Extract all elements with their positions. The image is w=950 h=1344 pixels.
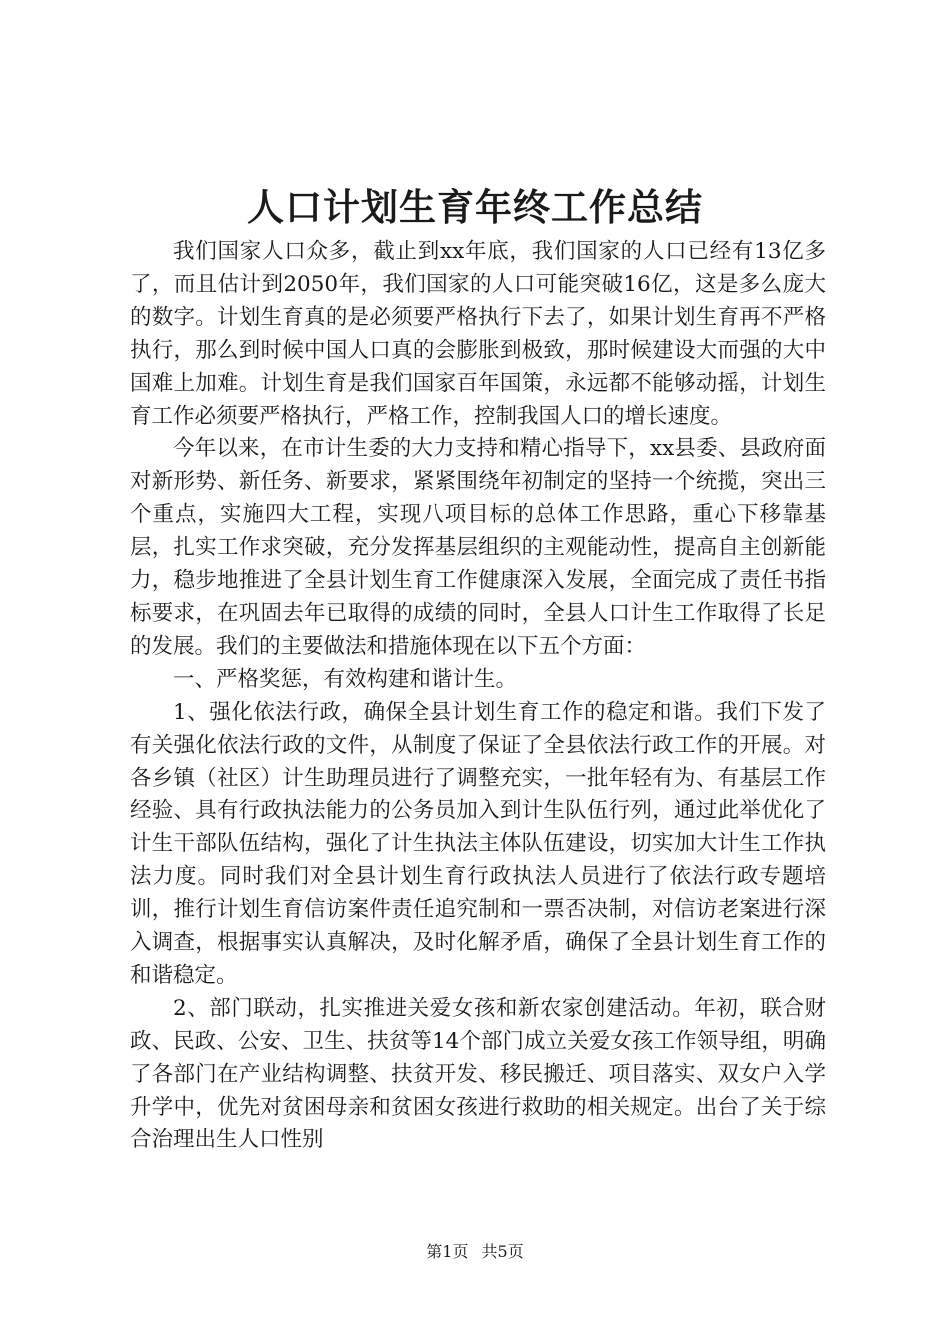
page-total: 共5页 [481, 1242, 524, 1261]
page-number: 第1页 [426, 1242, 469, 1261]
paragraph: 2、部门联动，扎实推进关爱女孩和新农家创建活动。年初，联合财政、民政、公安、卫生、扶贫等14个部门成立关爱女孩工作领导组，明确了各部门在产业结构调整、扶贫开发、移民搬迁、项目落实、双女户入学升学中，优先对贫困母亲和贫困女孩进行救助的相关规定。出台了关于综合治理出生人口性别 [130, 995, 826, 1153]
paragraph: 1、强化依法行政，确保全县计划生育工作的稳定和谐。我们下发了有关强化依法行政的文件，从制度了保证了全县依法行政工作的开展。对各乡镇（社区）计生助理员进行了调整充实，一批年轻有为、有基层工作经验、具有行政执法能力的公务员加入到计生队伍行列，通过此举优化了计生干部队伍结构，强化了计生执法主体队伍建设，切实加大计生工作执法力度。同时我们对全县计划生育行政执法人员进行了依法行政专题培训，推行计划生育信访案件责任追究制和一票否决制，对信访老案进行深入调查，根据事实认真解决，及时化解矛盾，确保了全县计划生育工作的和谐稳定。 [130, 699, 826, 988]
section-heading: 一、严格奖惩，有效构建和谐计生。 [173, 666, 518, 692]
paragraph: 今年以来，在市计生委的大力支持和精心指导下，xx县委、县政府面对新形势、新任务、新要求，紧紧围绕年初制定的坚持一个统揽，突出三个重点，实施四大工程，实现八项目标的总体工作思路，重心下移靠基层，扎实工作求突破，充分发挥基层组织的主观能动性，提高自主创新能力，稳步地推进了全县计划生育工作健康深入发展，全面完成了责任书指标要求，在巩固去年已取得的成绩的同时，全县人口计生工作取得了长足的发展。我们的主要做法和措施体现在以下五个方面： [130, 436, 826, 659]
document-title: 人口计划生育年终工作总结 [247, 185, 703, 229]
document-body [130, 236, 826, 1157]
paragraph: 我们国家人口众多，截止到xx年底，我们国家的人口已经有13亿多了，而且估计到2050年，我们国家的人口可能突破16亿，这是多么庞大的数字。计划生育真的是必须要严格执行下去了，如果计划生育再不严格执行，那么到时候中国人口真的会膨胀到极致，那时候建设大而强的大中国难上加难。计划生育是我们国家百年国策，永远都不能够动摇，计划生育工作必须要严格执行，严格工作，控制我国人口的增长速度。 [130, 239, 826, 429]
page-footer [0, 1240, 950, 1264]
